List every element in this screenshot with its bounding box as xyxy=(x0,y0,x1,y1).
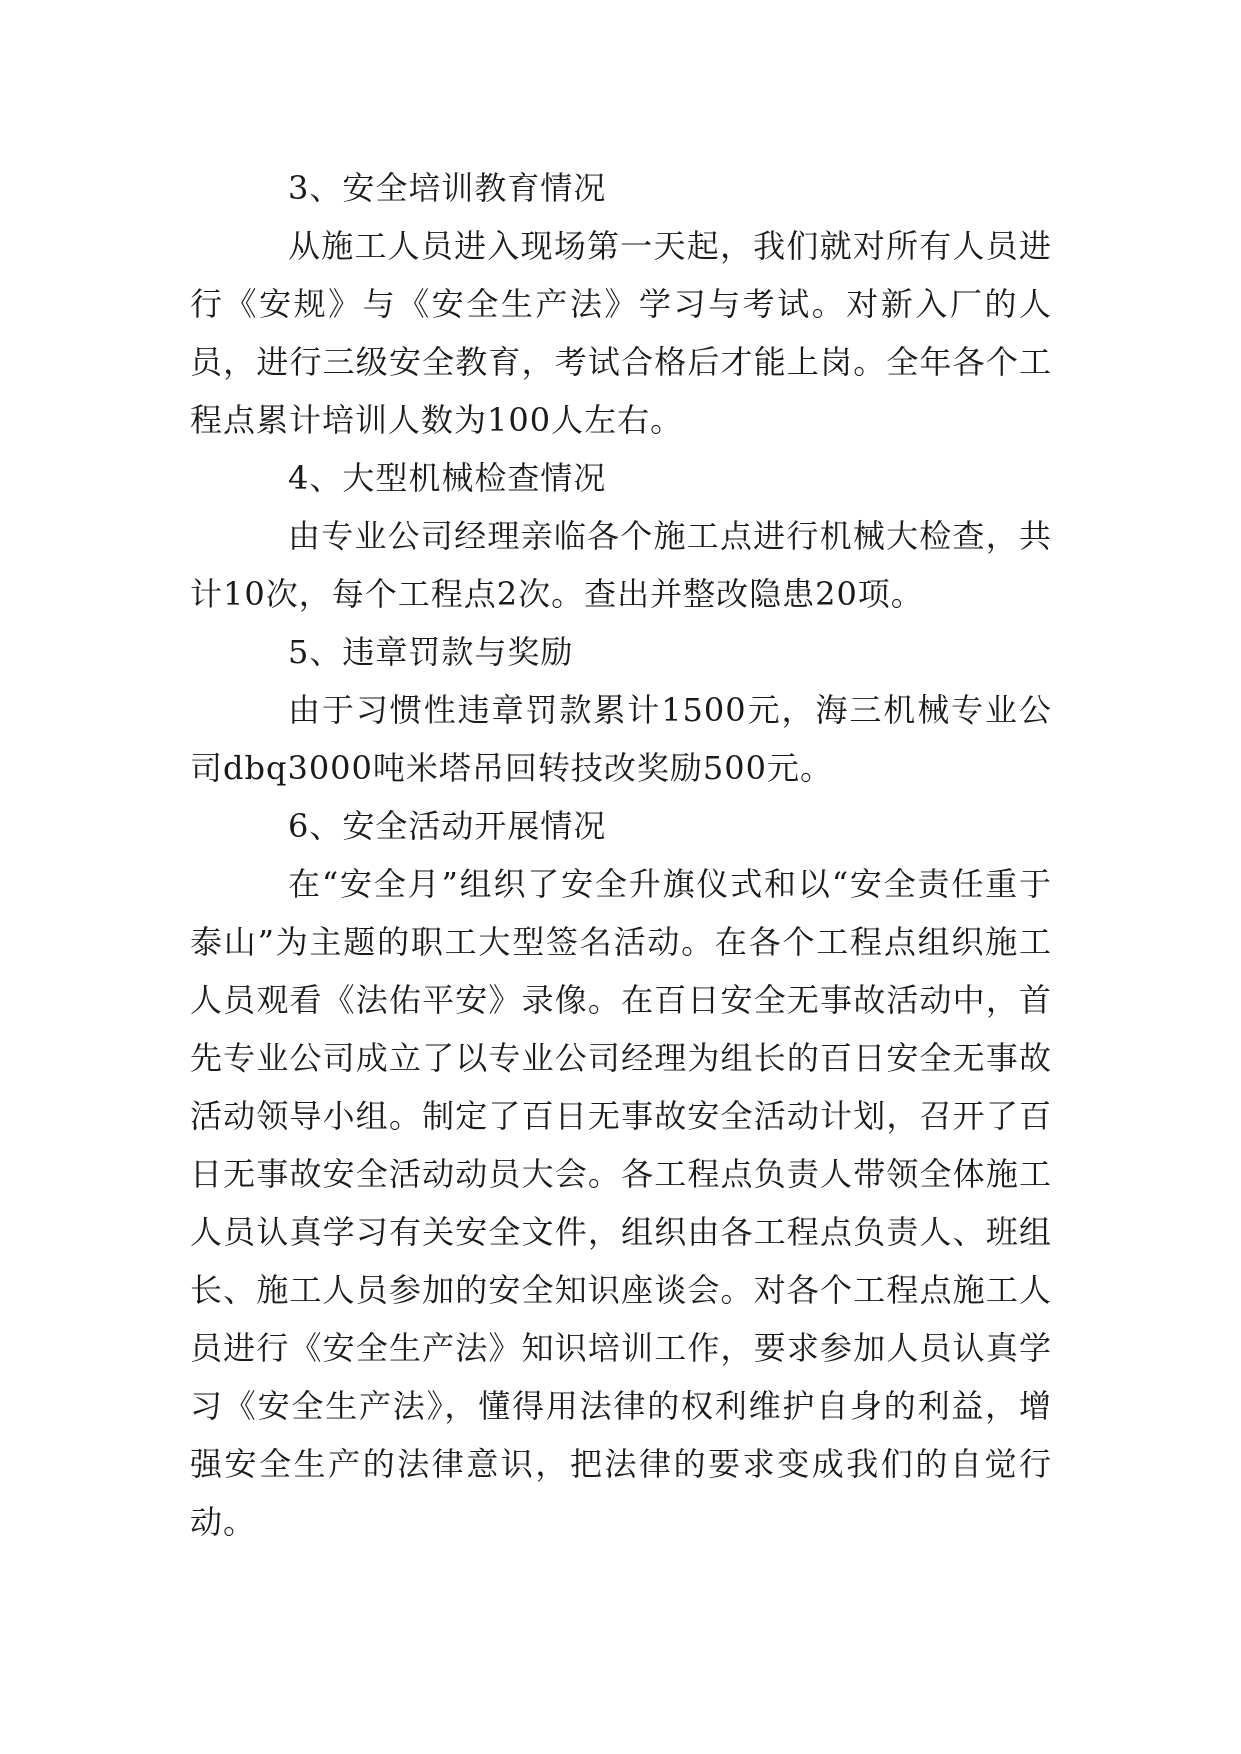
section-paragraph-6: 在“安全月”组织了安全升旗仪式和以“安全责任重于泰山”为主题的职工大型签名活动。在各个工程点组织施工人员观看《法佑平安》录像。在百日安全无事故活动中，首先专业公司成立了以专业公司经理为组长的百日安全无事故活动领导小组。制定了百日无事故安全活动计划，召开了百日无事故安全活动动员大会。各工程点负责人带领全体施工人员认真学习有关安全文件，组织由各工程点负责人、班组长、施工人员参加的安全知识座谈会。对各个工程点施工人员进行《安全生产法》知识培训工作，要求参加人员认真学习《安全生产法》，懂得用法律的权利维护自身的利益，增强安全生产的法律意识，把法律的要求变成我们的自觉行动。 xyxy=(190,865,1052,1541)
section-paragraph-3: 从施工人员进入现场第一天起，我们就对所有人员进行《安规》与《安全生产法》学习与考试。对新入厂的人员，进行三级安全教育，考试合格后才能上岗。全年各个工程点累计培训人数为100人左右。 xyxy=(190,227,1052,439)
section-heading-5: 5、违章罚款与奖励 xyxy=(288,633,574,671)
document-body xyxy=(190,159,1052,1551)
section-heading-3: 3、安全培训教育情况 xyxy=(288,169,607,207)
section-heading-6: 6、安全活动开展情况 xyxy=(288,807,607,845)
section-heading-4: 4、大型机械检查情况 xyxy=(288,459,607,497)
section-paragraph-4: 由专业公司经理亲临各个施工点进行机械大检查，共计10次，每个工程点2次。查出并整改隐患20项。 xyxy=(190,517,1052,613)
section-paragraph-5: 由于习惯性违章罚款累计1500元，海三机械专业公司dbq3000吨米塔吊回转技改奖励500元。 xyxy=(190,691,1052,787)
